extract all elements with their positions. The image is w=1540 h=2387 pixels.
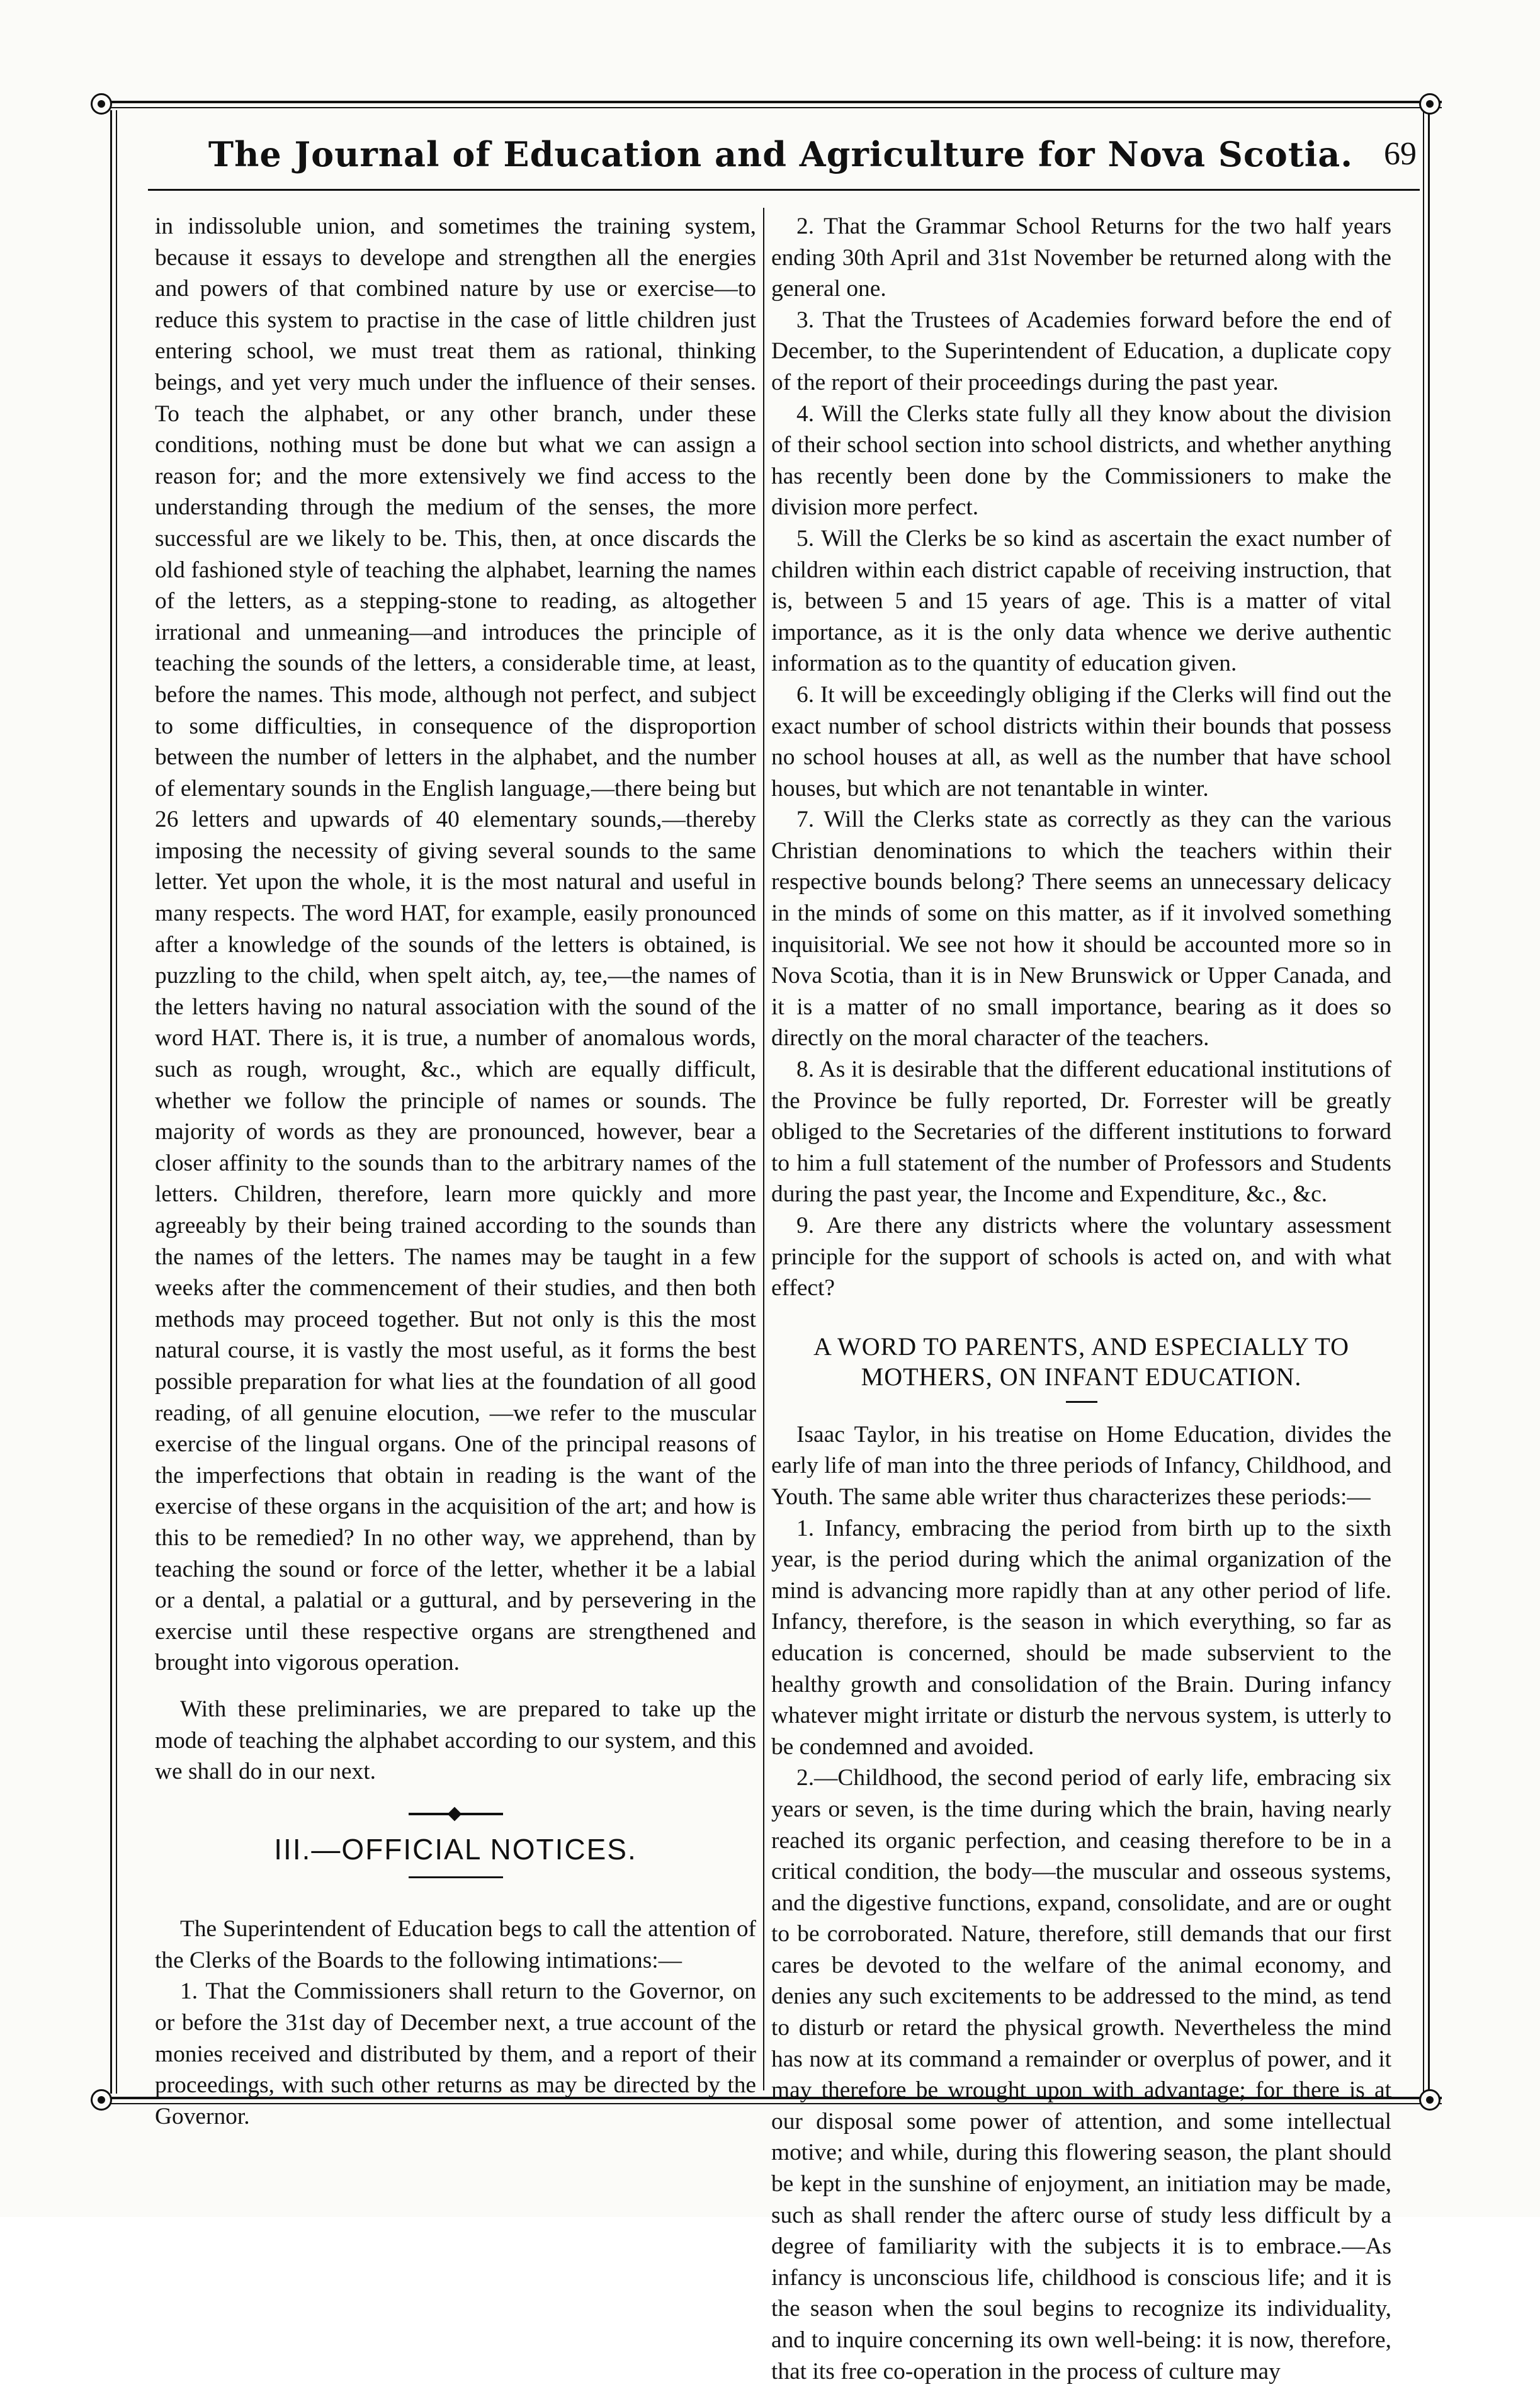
corner-ornament-icon — [1419, 2089, 1441, 2111]
notice-item: 5. Will the Clerks be so kind as ascertain the exact number of children within each district capable of receiving instruction, that is, between 5 and 15 years of age. This is a matter of vital importance, as it is the only data whence we derive authentic information as to the quantity of education given. — [771, 525, 1391, 677]
article-paragraph: 1. Infancy, embracing the period from birth up to the sixth year, is the period during which the animal organization of the mind is advancing more rapidly than at any other period of life. Infancy, therefore, is the season in which everything, so far as education is concerned, should be made subservient to the healthy growth and consolidation of the Brain. During infancy whatever might irritate or disturb the nervous system, is utterly to be condemned and avoided. — [771, 1515, 1391, 1760]
notice-item: 9. Are there any districts where the voluntary assessment principle for the support of schools is acted on, and with what effect? — [771, 1213, 1391, 1301]
right-border-rule — [1428, 110, 1430, 2094]
header-rule — [148, 189, 1420, 191]
notice-item: 8. As it is desirable that the different educational institutions of the Province be fully reported, Dr. Forrester will be greatly obliged to the Secretaries of the different institutions to forward to him a full statement of the number of Professors and Students during the past year, the Income and Expenditure, &c., &c. — [771, 1057, 1391, 1208]
article-rule — [1066, 1401, 1097, 1403]
notice-intro: The Superintendent of Education begs to call the attention of the Clerks of the Boards to the following intimations:— — [155, 1916, 756, 1973]
article-heading: A WORD TO PARENTS, AND ESPECIALLY TO MOTHERS, ON INFANT EDUCATION. — [813, 1332, 1350, 1391]
top-border-rule — [101, 101, 1442, 103]
notice-item: 6. It will be exceedingly obliging if the Clerks will find out the exact number of school districts within their bounds that possess no school houses at all, as well as the number that have school houses, but which are not tenantable in winter. — [771, 681, 1391, 802]
left-border-rule-inner — [116, 110, 117, 2094]
left-column — [155, 211, 756, 2132]
top-border-rule-inner — [101, 107, 1442, 108]
running-head-title: The Journal of Education and Agriculture for Nova Scotia. — [208, 134, 1354, 174]
left-border-rule — [110, 110, 112, 2094]
notice-item: 7. Will the Clerks state as correctly as they can the various Christian denominations to which the teachers within their respective bounds belong? There seems an unnecessary delicacy in the minds of some on this matter, as if it involved something inquisitorial. We see not how it should be accounted more so in Nova Scotia, than it is in New Brunswick or Upper Canada, and it is a matter of no small importance, bearing as it does so directly on the moral character of the teachers. — [771, 807, 1391, 1052]
notice-item: 4. Will the Clerks state fully all they know about the division of their school section into school districts, and whether anything has recently been done by the Commissioners to make the division more perfect. — [771, 400, 1391, 521]
article-paragraph: Isaac Taylor, in his treatise on Home Education, divides the early life of man into the three periods of Infancy, Childhood, and Youth. The same able writer thus characterizes these periods:— — [771, 1421, 1392, 1510]
corner-ornament-icon — [91, 93, 112, 115]
section-rule — [409, 1876, 503, 1878]
column-divider — [763, 208, 764, 2090]
article-paragraph: 2.—Childhood, the second period of early life, embracing six years or seven, is the time during which the brain, having nearly reached its organic perfection, and ceasing therefore to be in a critical condition, the body—the muscular and osseous systems, and the digestive functions, expand, consolidate, and are or ought to be corroborated. Nature, therefore, still demands that our first cares be devoted to the welfare of the animal economy, and denies any such excitements to be addressed to the mind, as tend to disturb or retard the physical growth. Nevertheless the mind has now at its command a remainder or overplus of power, and it may therefore be wrought upon with advantage; for there is at our disposal some power of attention, and some intellectual motive; and while, during this flowering season, the plant should be kept in the sunshine of enjoyment, an initiation may be made, such as shall render the afterc ourse of study less difficult by a degree of familiarity with the subjects it is to embrace.—As infancy is unconscious life, childhood is conscious life; and it is the season when the soul begins to recognize its individuality, and to inquire concerning its own well-being: it is now, therefore, that its free co-operation in the process of culture may — [771, 1765, 1391, 2384]
right-border-rule-inner — [1423, 110, 1424, 2094]
right-column — [771, 211, 1391, 2387]
notice-item: 3. That the Trustees of Academies forward before the end of December, to the Superintendent of Education, a duplicate copy of the report of their proceedings during the past year. — [771, 307, 1391, 395]
notice-item: 2. That the Grammar School Returns for the two half years ending 30th April and 31st November be returned along with the general one. — [771, 213, 1391, 302]
page-number: 69 — [1384, 136, 1417, 172]
body-paragraph: With these preliminaries, we are prepared to take up the mode of teaching the alphabet according to our system, and this we shall do in our next. — [155, 1696, 756, 1785]
corner-ornament-icon — [91, 2089, 112, 2111]
section-ornament — [409, 1813, 503, 1815]
section-heading: III.—OFFICIAL NOTICES. — [274, 1832, 637, 1866]
notice-item: 1. That the Commissioners shall return to the Governor, on or before the 31st day of December next, a true account of the monies received and distributed by them, and a report of their proceedings, with such other returns as may be directed by the Governor. — [155, 1978, 756, 2129]
body-paragraph: in indissoluble union, and sometimes the training system, because it essays to develope and strengthen all the energies and powers of that combined nature by use or exercise—to reduce this system to practise in the case of little children just entering school, we must treat them as rational, thinking beings, and yet very much under the influence of their senses. To teach the alphabet, or any other branch, under these conditions, nothing must be done but what we can assign a reason for; and the more extensively we find access to the understanding through the medium of the senses, the more successful are we likely to be. This, then, at once discards the old fashioned style of teaching the alphabet, learning the names of the letters, as a stepping-stone to reading, as altogether irrational and unmeaning—and introduces the principle of teaching the sounds of the letters, a considerable time, at least, before the names. This mode, although not perfect, and subject to some difficulties, in consequence of the disproportion between the number of letters in the alphabet, and the number of elementary sounds in the English language,—there being but 26 letters and upwards of 40 elementary sounds,—thereby imposing the necessity of giving several sounds to the same letter. Yet upon the whole, it is the most natural and useful in many respects. The word HAT, for example, easily pronounced after a knowledge of the sounds of the letters is obtained, is puzzling to the child, when spelt aitch, ay, tee,—the names of the letters having no natural association with the sound of the word HAT. There is, it is true, a number of anomalous words, such as rough, wrought, &c., which are equally difficult, whether we follow the principle of names or sounds. The majority of words as they are pronounced, however, bear a closer affinity to the sounds than to the arbitrary names of the letters. Children, therefore, learn more quickly and more agreeably by their being trained according to the sounds than the names of the letters. The names may be taught in a few weeks after the commencement of their studies, and then both methods may proceed together. But not only is this the most natural course, it is vastly the most useful, as it forms the best possible preparation for what lies at the foundation of all good reading, of all genuine elocution, —we refer to the muscular exercise of the lingual organs. One of the principal reasons of the imperfections that obtain in reading is the want of the exercise of these organs in the acquisition of the art; and how is this to be remedied? In no other way, we apprehend, than by teaching the sound or force of the letter, whether it be a labial or a dental, a palatial or a guttural, and by persevering in the exercise until these respective organs are strengthened and brought into vigorous operation. — [155, 213, 756, 1676]
corner-ornament-icon — [1419, 93, 1441, 115]
